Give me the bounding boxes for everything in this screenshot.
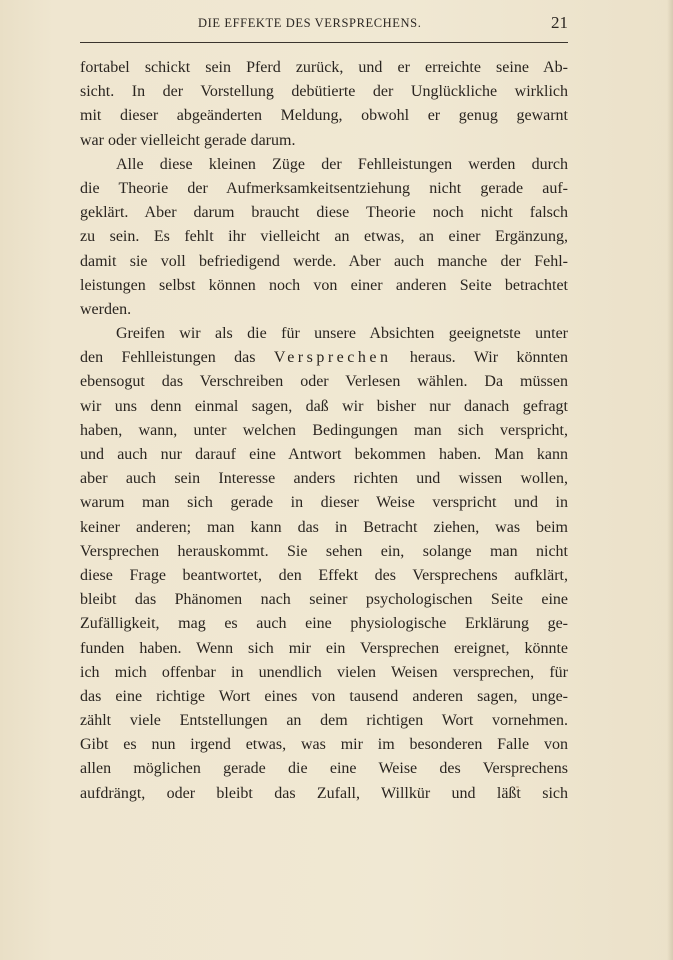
text-line: Gibt es nun irgend etwas, was mir im besonderen Falle von [80, 736, 568, 754]
text-line: ich mich offenbar in unendlich vielen Weisen versprechen, für [80, 663, 568, 681]
text-line: haben, wann, unter welchen Bedingungen man sich verspricht, [80, 421, 568, 439]
text-line: Zufälligkeit, mag es auch eine physiologische Erklärung ge- [80, 615, 568, 633]
text-line: Greifen wir als die für unsere Absichten geeignetste unter [116, 325, 568, 343]
text-line: mit dieser abgeänderten Meldung, obwohl er genug gewarnt [80, 107, 568, 125]
text-fragment: den Fehlleistungen das [80, 349, 256, 367]
text-line: warum man sich gerade in dieser Weise verspricht und in [80, 494, 568, 512]
paper-speck [516, 786, 519, 788]
text-line: Versprechen herauskommt. Sie sehen ein, solange man nicht [80, 542, 568, 560]
text-line: funden haben. Wenn sich mir ein Versprechen ereignet, könnte [80, 639, 568, 657]
page-edge-shadow [667, 0, 673, 960]
body-text [80, 56, 568, 806]
text-line: bleibt das Phänomen nach seiner psychologischen Seite eine [80, 591, 568, 609]
text-line: war oder vielleicht gerade darum. [80, 131, 296, 149]
text-fragment: heraus. Wir könnten [409, 349, 568, 367]
running-title: DIE EFFEKTE DES VERSPRECHENS. [198, 16, 422, 30]
text-line: sicht. In der Vorstellung debütierte der Unglückliche wirklich [80, 83, 568, 101]
text-line: zu sein. Es fehlt ihr vielleicht an etwas, an einer Ergänzung, [80, 228, 568, 246]
running-head [80, 12, 568, 38]
text-line: wir uns denn einmal sagen, daß wir bisher nur danach gefragt [80, 397, 568, 415]
text-line: fortabel schickt sein Pferd zurück, und er erreichte seine Ab- [80, 59, 568, 76]
page-number: 21 [551, 13, 568, 32]
text-line: damit sie voll befriedigend werde. Aber auch manche der Fehl- [80, 252, 568, 270]
text-line: geklärt. Aber darum braucht diese Theorie noch nicht falsch [80, 204, 568, 222]
text-line: allen möglichen gerade die eine Weise des Versprechens [80, 760, 568, 778]
text-line: keiner anderen; man kann das in Betracht ziehen, was beim [80, 518, 568, 536]
text-line: diese Frage beantwortet, den Effekt des Versprechens aufklärt, [80, 566, 568, 584]
text-line: ebensogut das Verschreiben oder Verlesen wählen. Da müssen [80, 373, 568, 391]
header-rule [80, 42, 568, 43]
text-line: aber auch sein Interesse anders richten und wissen wollen, [80, 470, 568, 488]
text-line: zählt viele Entstellungen an dem richtigen Wort vornehmen. [80, 712, 568, 730]
text-line: die Theorie der Aufmerksamkeitsentziehung nicht gerade auf- [80, 179, 568, 197]
text-line: das eine richtige Wort eines von tausend anderen sagen, unge- [80, 687, 568, 705]
text-line-with-emphasis [80, 346, 568, 370]
text-line: aufdrängt, oder bleibt das Zufall, Willkür und läßt sich [80, 784, 568, 802]
text-line: und auch nur darauf eine Antwort bekommen haben. Man kann [80, 446, 568, 463]
text-line: Alle diese kleinen Züge der Fehlleistungen werden durch [116, 155, 568, 173]
emphasized-word: Versprechen [273, 349, 392, 367]
text-line: werden. [80, 300, 132, 318]
text-line: leistungen selbst können noch von einer anderen Seite betrachtet [80, 276, 568, 294]
